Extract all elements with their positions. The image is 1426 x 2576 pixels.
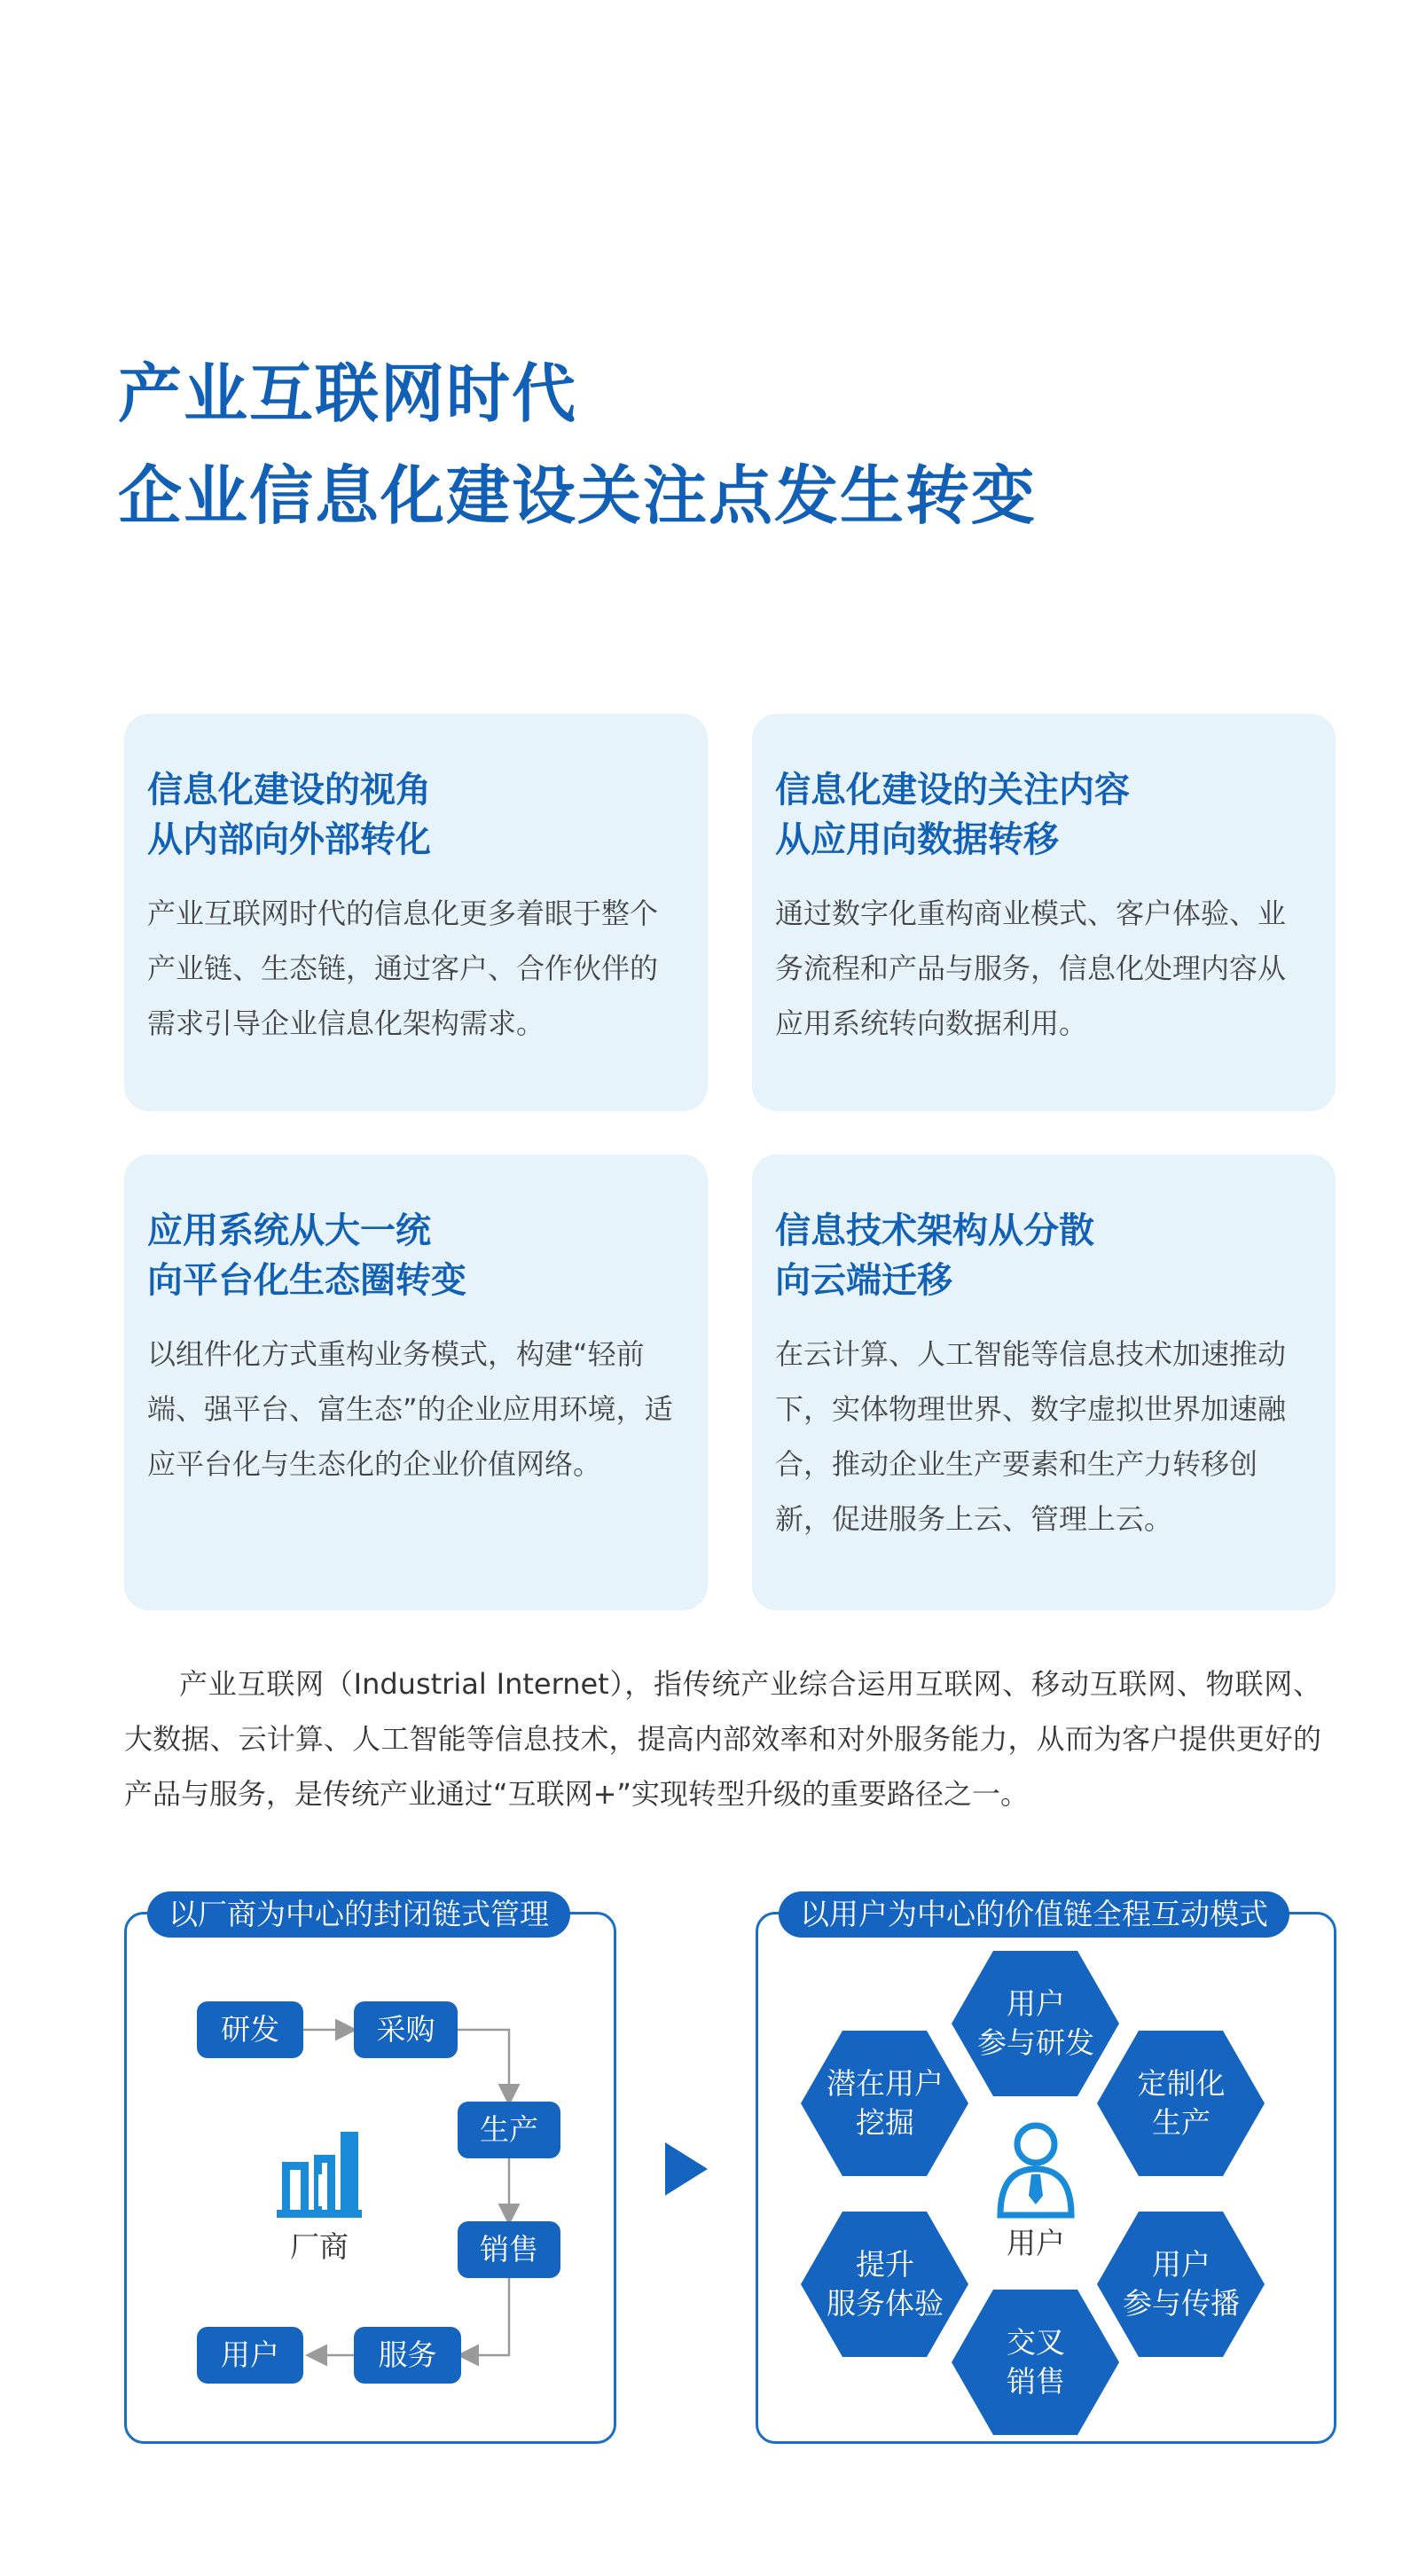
user-center-label: 用户 xyxy=(1007,2226,1065,2260)
transition-arrow-icon xyxy=(665,2142,708,2196)
factory-icon xyxy=(277,2132,362,2218)
step-production: 生产 xyxy=(458,2102,560,2158)
hexagon-label: 提升 服务体验 xyxy=(827,2247,944,2321)
step-service: 服务 xyxy=(354,2327,461,2384)
hexagon-label: 用户 参与传播 xyxy=(1123,2247,1240,2321)
card-heading-1: 信息化建设的视角 xyxy=(147,770,431,810)
card-body: 产业互联网时代的信息化更多着眼于整个产业链、生态链，通过客户、合作伙伴的需求引导企业信息化架构需求。 xyxy=(147,897,659,1040)
flow-arrow xyxy=(458,2030,509,2102)
page-title-line-2: 企业信息化建设关注点发生转变 xyxy=(118,458,1038,533)
card-heading-1: 应用系统从大一统 xyxy=(147,1210,431,1251)
left-diagram-title: 以厂商为中心的封闭链式管理 xyxy=(147,1891,570,1938)
hexagon-label: 定制化 生产 xyxy=(1137,2066,1226,2140)
card-heading-2: 从内部向外部转化 xyxy=(147,819,431,860)
page-title-line-1: 产业互联网时代 xyxy=(118,356,578,431)
intro-paragraph: 产业互联网（Industrial Internet），指传统产业综合运用互联网、移动互联网、物联网、大数据、云计算、人工智能等信息技术，提高内部效率和对外服务能力，从而为客户提供更好的产品与服务，是传统产业通过“互联网+”实现转型升级的重要路径之一。 xyxy=(124,1667,1321,1811)
flow-arrow xyxy=(461,2278,509,2355)
step-purchase: 采购 xyxy=(354,2001,458,2058)
card-body: 以组件化方式重构业务模式，构建“轻前端、强平台、富生态”的企业应用环境，适应平台化与生态化的企业价值网络。 xyxy=(147,1337,673,1481)
card-heading-2: 从应用向数据转移 xyxy=(775,819,1059,860)
card-heading-1: 信息化建设的关注内容 xyxy=(775,770,1130,810)
hexagon-label: 用户 参与研发 xyxy=(977,1986,1094,2060)
step-user: 用户 xyxy=(197,2327,303,2384)
factory-label: 厂商 xyxy=(290,2229,349,2264)
card-heading-1: 信息技术架构从分散 xyxy=(775,1210,1094,1251)
user-icon xyxy=(1000,2126,1071,2215)
right-diagram-title: 以用户为中心的价值链全程互动模式 xyxy=(779,1891,1289,1938)
step-sales: 销售 xyxy=(458,2221,560,2278)
hexagon-label: 交叉 销售 xyxy=(1007,2325,1065,2399)
step-rd: 研发 xyxy=(197,2001,303,2058)
card-body: 通过数字化重构商业模式、客户体验、业务流程和产品与服务，信息化处理内容从应用系统转向数据利用。 xyxy=(775,897,1287,1040)
card-heading-2: 向云端迁移 xyxy=(775,1260,952,1301)
hexagon-label: 潜在用户 挖掘 xyxy=(827,2066,944,2140)
card-body: 在云计算、人工智能等信息技术加速推动下，实体物理世界、数字虚拟世界加速融合，推动企业生产要素和生产力转移创新，促进服务上云、管理上云。 xyxy=(775,1337,1287,1536)
card-heading-2: 向平台化生态圈转变 xyxy=(147,1260,466,1301)
